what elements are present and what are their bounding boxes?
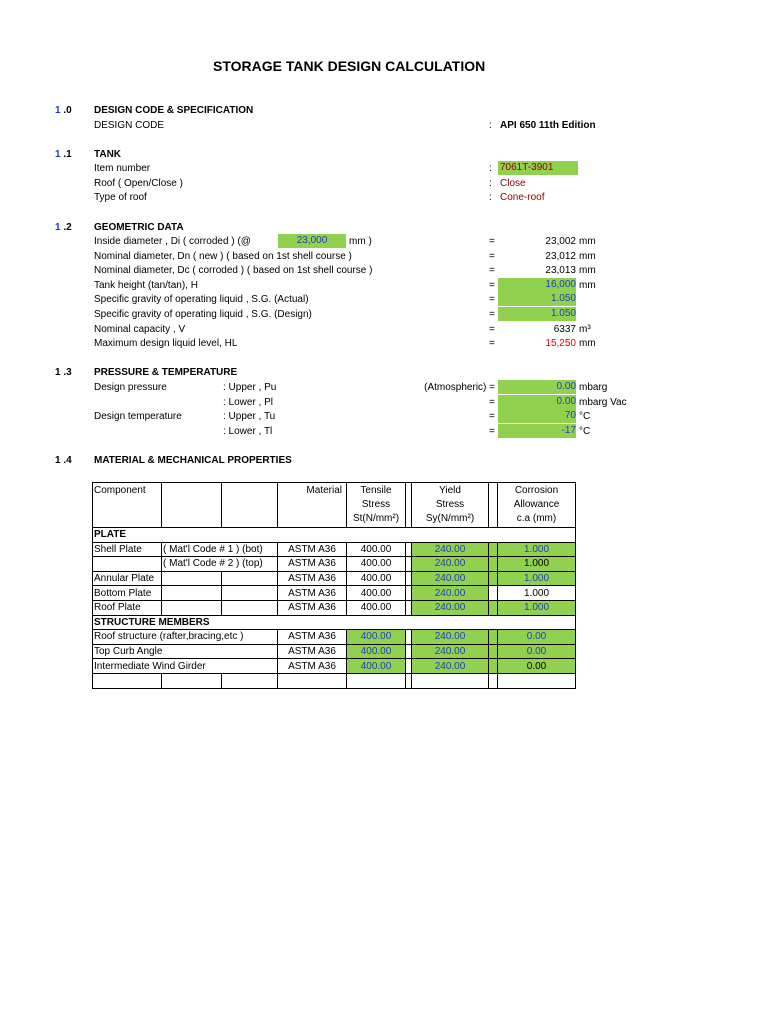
temperature-lower-input[interactable]: -17	[498, 424, 576, 438]
row-material: ASTM A36	[278, 600, 347, 615]
row-tensile: 400.00	[347, 586, 406, 601]
sg-actual-label: Specific gravity of operating liquid , S.G. (Actual)	[94, 294, 309, 305]
pressure-lower-eq: =	[489, 397, 495, 408]
temperature-upper-unit: °C	[579, 411, 591, 422]
section-heading-geometric: GEOMETRIC DATA	[94, 222, 184, 233]
table-group-row	[93, 615, 576, 630]
nominal-diameter-new-value: 23,012	[545, 251, 576, 262]
row-corrosion[interactable]: 1.000	[498, 600, 576, 615]
section-heading-material: MATERIAL & MECHANICAL PROPERTIES	[94, 455, 292, 466]
roof-value[interactable]: Close	[500, 178, 526, 189]
header-yield: Yield Stress Sy(N/mm²)	[412, 483, 489, 528]
item-number-input[interactable]: 7061T-3901	[498, 161, 578, 175]
section-number-1-3: 1 .3	[55, 367, 72, 378]
temperature-upper-eq: =	[489, 411, 495, 422]
section-heading-design-code: DESIGN CODE & SPECIFICATION	[94, 105, 254, 116]
temperature-lower-label: : Lower , Tl	[223, 426, 273, 437]
section-heading-pressure: PRESSURE & TEMPERATURE	[94, 367, 238, 378]
design-code-label: DESIGN CODE	[94, 120, 165, 131]
row-component	[93, 557, 162, 572]
table-row-empty	[93, 673, 576, 688]
row-corrosion[interactable]: 0.00	[498, 644, 576, 659]
row-corrosion[interactable]: 1.000	[498, 571, 576, 586]
row-material: ASTM A36	[278, 659, 347, 674]
sg-actual-input[interactable]: 1.050	[498, 292, 576, 306]
design-code-value: API 650 11th Edition	[500, 120, 596, 131]
header-material: Material	[278, 483, 347, 528]
table-row	[93, 586, 576, 601]
nominal-capacity-eq: =	[489, 324, 495, 335]
row-yield[interactable]: 240.00	[412, 571, 489, 586]
row-material: ASTM A36	[278, 571, 347, 586]
material-properties-table	[92, 482, 576, 689]
section-heading-tank: TANK	[94, 149, 122, 160]
sg-design-label: Specific gravity of operating liquid , S.G. (Design)	[94, 309, 312, 320]
row-tensile: 400.00	[347, 557, 406, 572]
max-liquid-level-value: 15,250	[545, 338, 576, 349]
header-component: Component	[93, 483, 162, 528]
header-corrosion: Corrosion Allowance c.a (mm)	[498, 483, 576, 528]
group-label-plate: PLATE	[93, 528, 576, 543]
row-component: Shell Plate	[93, 542, 162, 557]
sg-design-input[interactable]: 1.050	[498, 307, 576, 321]
item-number-colon: :	[489, 163, 492, 174]
inside-diameter-value: 23,002	[545, 236, 576, 247]
inside-diameter-unit: mm )	[349, 236, 372, 247]
tank-height-mm: mm	[579, 280, 596, 291]
row-tensile: 400.00	[347, 600, 406, 615]
row-yield[interactable]: 240.00	[412, 644, 489, 659]
sg-actual-eq: =	[489, 294, 495, 305]
nominal-diameter-corroded-mm: mm	[579, 265, 596, 276]
nominal-diameter-new-eq: =	[489, 251, 495, 262]
nominal-capacity-unit: m³	[579, 324, 591, 335]
type-of-roof-label: Type of roof	[94, 192, 147, 203]
nominal-capacity-label: Nominal capacity , V	[94, 324, 186, 335]
section-number-1-4: 1 .4	[55, 455, 72, 466]
page-title: STORAGE TANK DESIGN CALCULATION	[213, 58, 486, 74]
roof-type-open-close-label: Roof ( Open/Close )	[94, 178, 183, 189]
table-row	[93, 630, 576, 645]
table-row	[93, 542, 576, 557]
row-component: Bottom Plate	[93, 586, 162, 601]
design-code-colon: :	[489, 120, 492, 131]
atmospheric-label: (Atmospheric) =	[424, 382, 495, 393]
row-material-code: ( Mat'l Code # 1 ) (bot)	[162, 542, 278, 557]
inside-diameter-input[interactable]: 23,000	[278, 234, 346, 248]
row-material: ASTM A36	[278, 630, 347, 645]
table-header-row	[93, 483, 576, 528]
row-yield[interactable]: 240.00	[412, 630, 489, 645]
table-row	[93, 659, 576, 674]
type-of-roof-value[interactable]: Cone-roof	[500, 192, 545, 203]
nominal-diameter-corroded-eq: =	[489, 265, 495, 276]
row-yield[interactable]: 240.00	[412, 557, 489, 572]
row-material: ASTM A36	[278, 542, 347, 557]
nominal-diameter-corroded-value: 23,013	[545, 265, 576, 276]
pressure-lower-label: : Lower , Pl	[223, 397, 274, 408]
inside-diameter-eq: =	[489, 236, 495, 247]
row-tensile[interactable]: 400.00	[347, 659, 406, 674]
pressure-upper-label: : Upper , Pu	[223, 382, 277, 393]
row-tensile: 400.00	[347, 542, 406, 557]
nominal-diameter-corroded-label: Nominal diameter, Dc ( corroded ) ( based on 1st shell course )	[94, 265, 373, 276]
temperature-lower-eq: =	[489, 426, 495, 437]
temperature-lower-unit: °C	[579, 426, 591, 437]
nominal-diameter-new-label: Nominal diameter, Dn ( new ) ( based on 1st shell course )	[94, 251, 352, 262]
tank-height-label: Tank height (tan/tan), H	[94, 280, 198, 291]
table-row	[93, 644, 576, 659]
pressure-upper-input[interactable]: 0.00	[498, 380, 576, 394]
row-yield[interactable]: 240.00	[412, 586, 489, 601]
nominal-capacity-value: 6337	[553, 324, 576, 335]
row-tensile[interactable]: 400.00	[347, 630, 406, 645]
table-row	[93, 600, 576, 615]
row-corrosion[interactable]: 1.000	[498, 586, 576, 601]
row-tensile[interactable]: 400.00	[347, 644, 406, 659]
row-yield[interactable]: 240.00	[412, 542, 489, 557]
row-tensile: 400.00	[347, 571, 406, 586]
group-label-structure: STRUCTURE MEMBERS	[93, 615, 576, 630]
row-component: Roof structure (rafter,bracing,etc )	[93, 630, 278, 645]
tank-height-input[interactable]: 16,000	[498, 278, 576, 292]
table-row	[93, 571, 576, 586]
section-number-1-0: 1 .0	[55, 105, 72, 116]
row-component: Annular Plate	[93, 571, 162, 586]
nominal-diameter-new-mm: mm	[579, 251, 596, 262]
row-corrosion[interactable]: 0.00	[498, 659, 576, 674]
roof-colon: :	[489, 178, 492, 189]
sg-design-eq: =	[489, 309, 495, 320]
section-number-1-1: 1 .1	[55, 149, 72, 160]
item-number-label: Item number	[94, 163, 151, 174]
type-of-roof-colon: :	[489, 192, 492, 203]
pressure-lower-input[interactable]: 0.00	[498, 395, 576, 409]
pressure-upper-unit: mbarg	[579, 382, 608, 393]
tank-height-eq: =	[489, 280, 495, 291]
design-pressure-label: Design pressure	[94, 382, 167, 393]
row-material: ASTM A36	[278, 586, 347, 601]
table-group-row	[93, 528, 576, 543]
row-corrosion[interactable]: 0.00	[498, 630, 576, 645]
table-row	[93, 557, 576, 572]
max-liquid-level-eq: =	[489, 338, 495, 349]
row-corrosion[interactable]: 1.000	[498, 557, 576, 572]
temperature-upper-label: : Upper , Tu	[223, 411, 276, 422]
row-yield[interactable]: 240.00	[412, 600, 489, 615]
row-material: ASTM A36	[278, 644, 347, 659]
inside-diameter-mm: mm	[579, 236, 596, 247]
max-liquid-level-label: Maximum design liquid level, HL	[94, 338, 238, 349]
inside-diameter-label: Inside diameter , Di ( corroded ) (@	[94, 236, 251, 247]
row-corrosion[interactable]: 1.000	[498, 542, 576, 557]
row-component: Intermediate Wind Girder	[93, 659, 278, 674]
row-component: Roof Plate	[93, 600, 162, 615]
max-liquid-level-mm: mm	[579, 338, 596, 349]
row-component: Top Curb Angle	[93, 644, 278, 659]
pressure-lower-unit: mbarg Vac	[579, 397, 627, 408]
design-temperature-label: Design temperature	[94, 411, 182, 422]
temperature-upper-input[interactable]: 70	[498, 409, 576, 423]
row-material: ASTM A36	[278, 557, 347, 572]
header-tensile: Tensile Stress St(N/mm²)	[347, 483, 406, 528]
row-material-code: ( Mat'l Code # 2 ) (top)	[162, 557, 278, 572]
row-yield[interactable]: 240.00	[412, 659, 489, 674]
section-number-1-2: 1 .2	[55, 222, 72, 233]
